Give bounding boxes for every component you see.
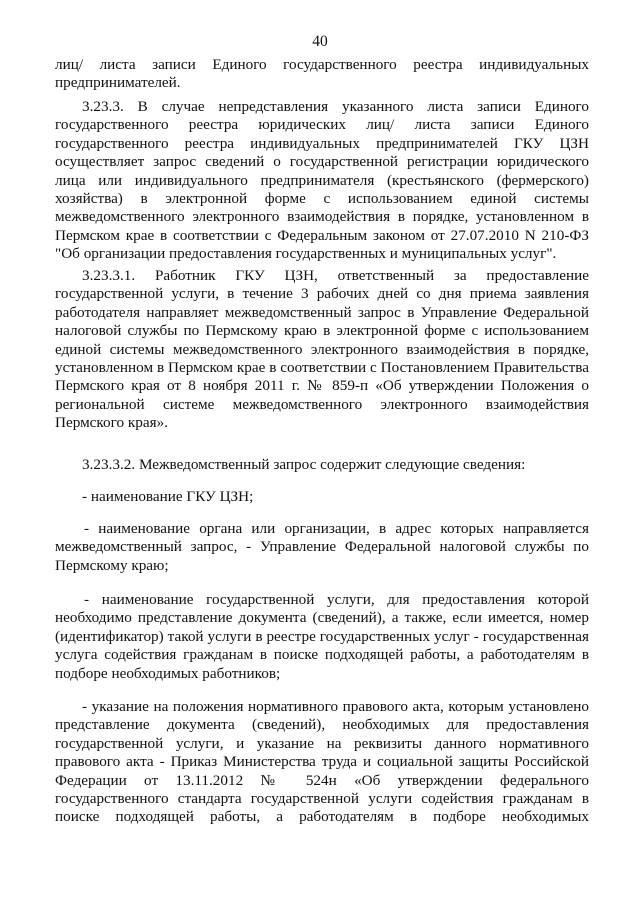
text-line: межведомственный запрос, - Управление Федеральной налоговой службы по <box>55 538 589 556</box>
paragraph-continuation <box>55 56 589 93</box>
text-line: государственного реестра юридических лиц/ листа записи Единого <box>55 116 589 134</box>
text-line: необходимо представление документа (сведений), а также, если имеется, номер <box>55 609 589 627</box>
text-line: осуществляет запрос сведений о государственной регистрации юридического <box>55 153 589 171</box>
page-number: 40 <box>312 33 328 50</box>
text-line: 3.23.3. В случае непредставления указанного листа записи Единого <box>82 98 589 115</box>
text-line: налоговой службы по Пермскому краю в электронной форме с использованием <box>55 322 589 340</box>
text-line: - наименование ГКУ ЦЗН; <box>82 488 254 505</box>
text-line: подборе необходимых работников; <box>55 664 281 682</box>
text-line: Федерации от 13.11.2012 № 524н «Об утверждении федерального <box>55 771 589 789</box>
text-line: работодателя направляет межведомственный запрос в Управление Федеральной <box>55 303 589 321</box>
text-line: государственной услуги, в течение 3 рабочих дней со дня приема заявления <box>55 285 589 303</box>
text-line: - указание на положения нормативного правового акта, которым установлено <box>82 698 589 715</box>
text-line: единой системы межведомственного электронного взаимодействия в порядке, <box>55 340 589 358</box>
text-line: (идентификатор) такой услуги в реестре государственных услуг - государственная <box>55 627 589 645</box>
text-line: государственного стандарта государственной услуги содействия гражданам в <box>55 789 589 807</box>
text-line: лица или индивидуального предпринимателя (крестьянского (фермерского) <box>55 171 589 189</box>
text-line: 3.23.3.1. Работник ГКУ ЦЗН, ответственный за предоставление <box>82 267 589 284</box>
text-line: Пермском крае в соответствии с Федеральным законом от 27.07.2010 N 210-ФЗ <box>55 226 589 244</box>
paragraph-3-23-3 <box>55 98 589 264</box>
paragraph-3-23-3-2 <box>55 456 589 474</box>
text-line: Пермского края». <box>55 414 168 432</box>
text-line: поиске подходящей работы, а работодателям в подборе необходимых <box>55 808 589 826</box>
paragraph-3-23-3-1 <box>55 267 589 433</box>
text-line: предпринимателей. <box>55 74 181 92</box>
text-line: представление документа (сведений), необходимых для предоставления <box>55 716 589 734</box>
text-line: лиц/ листа записи Единого государственного реестра индивидуальных <box>55 56 589 73</box>
text-line: хозяйства) в электронной форме с использованием единой системы <box>55 189 589 207</box>
text-line: "Об организации предоставления государственных и муниципальных услуг". <box>55 245 557 263</box>
list-item-service-name <box>55 591 589 683</box>
text-line: Пермского края от 8 ноября 2011 г. № 859-п «Об утверждении Положения о <box>55 377 589 395</box>
text-line: 3.23.3.2. Межведомственный запрос содержит следующие сведения: <box>82 456 526 473</box>
text-line: - наименование органа или организации, в адрес которых направляется <box>84 520 589 537</box>
text-line: услуга содействия гражданам в поиске подходящей работы, а работодателям в <box>55 646 589 664</box>
text-line: региональной системе межведомственного электронного взаимодействия <box>55 395 589 413</box>
text-line: правового акта - Приказ Министерства труда и социальной защиты Российской <box>55 753 589 771</box>
list-item-gku-czn <box>55 488 589 506</box>
text-line: Пермскому краю; <box>55 556 169 574</box>
list-item-legal-act <box>55 698 589 827</box>
text-line: государственного реестра индивидуальных предпринимателей ГКУ ЦЗН <box>55 134 589 152</box>
text-line: межведомственного электронного взаимодействия в порядке, установленном в <box>55 208 589 226</box>
text-line: - наименование государственной услуги, для предоставления которой <box>84 591 589 608</box>
list-item-organ <box>55 520 589 575</box>
text-line: установленном в Пермском крае в соответствии с Постановлением Правительства <box>55 358 589 376</box>
text-line: государственной услуги, и указание на реквизиты данного нормативного <box>55 734 589 752</box>
